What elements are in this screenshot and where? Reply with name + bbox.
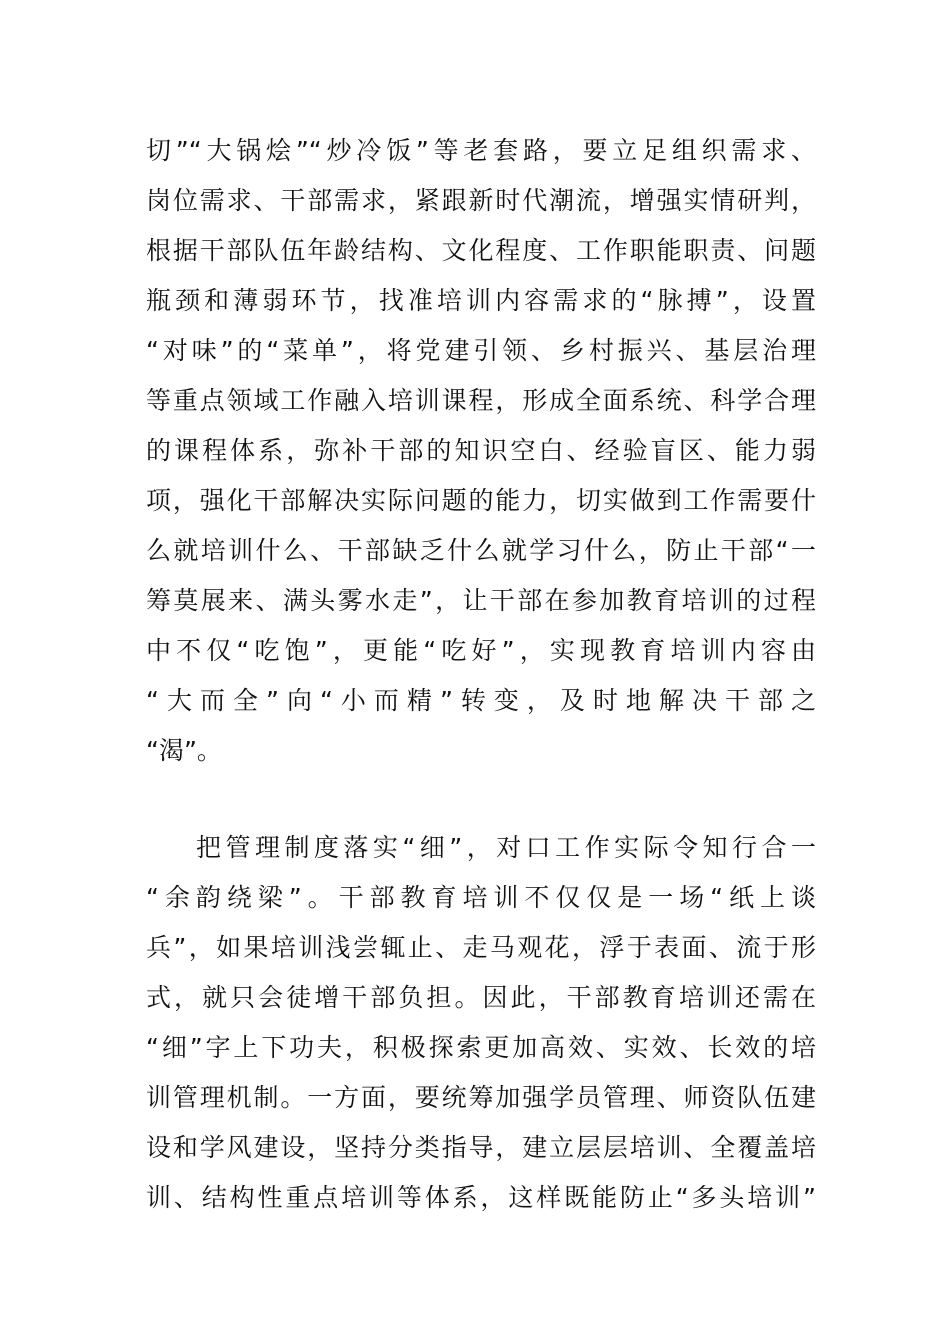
paragraph-line: 筹莫展来、满头雾水走”，让干部在参加教育培训的过程 xyxy=(146,586,816,615)
paragraph-line: 把管理制度落实“细”，对口工作实际令知行合一 xyxy=(196,833,816,862)
paragraph-line: 等重点领域工作融入培训课程，形成全面系统、科学合理 xyxy=(146,386,816,415)
paragraph-line: 设和学风建设，坚持分类指导，建立层层培训、全覆盖培 xyxy=(146,1133,816,1162)
paragraph-line: 式，就只会徒增干部负担。因此，干部教育培训还需在 xyxy=(146,983,816,1012)
paragraph-line: 训、结构性重点培训等体系，这样既能防止“多头培训” xyxy=(146,1183,816,1212)
paragraph-line: “余韵绕梁”。干部教育培训不仅仅是一场“纸上谈 xyxy=(146,883,816,912)
paragraph-line: 根据干部队伍年龄结构、文化程度、工作职能职责、问题 xyxy=(146,236,816,265)
paragraph-line: 切”“大锅烩”“炒冷饭”等老套路，要立足组织需求、 xyxy=(146,136,816,165)
paragraph-line: 中不仅“吃饱”，更能“吃好”，实现教育培训内容由 xyxy=(146,636,816,665)
paragraph-line: 瓶颈和薄弱环节，找准培训内容需求的“脉搏”，设置 xyxy=(146,286,816,315)
paragraph-line: “对味”的“菜单”，将党建引领、乡村振兴、基层治理 xyxy=(146,336,816,365)
paragraph-line: “细”字上下功夫，积极探索更加高效、实效、长效的培 xyxy=(146,1033,816,1062)
paragraph-line: 岗位需求、干部需求，紧跟新时代潮流，增强实情研判， xyxy=(146,186,816,215)
paragraph-line: 兵”，如果培训浅尝辄止、走马观花，浮于表面、流于形 xyxy=(146,933,816,962)
paragraph-line: 训管理机制。一方面，要统筹加强学员管理、师资队伍建 xyxy=(146,1083,816,1112)
paragraph-line: “大而全”向“小而精”转变，及时地解决干部之 xyxy=(146,686,816,715)
paragraph-line: 么就培训什么、干部缺乏什么就学习什么，防止干部“一 xyxy=(146,536,816,565)
paragraph-line: 的课程体系，弥补干部的知识空白、经验盲区、能力弱 xyxy=(146,436,816,465)
paragraph-line: 项，强化干部解决实际问题的能力，切实做到工作需要什 xyxy=(146,486,816,515)
paragraph-line: “渴”。 xyxy=(146,736,222,765)
